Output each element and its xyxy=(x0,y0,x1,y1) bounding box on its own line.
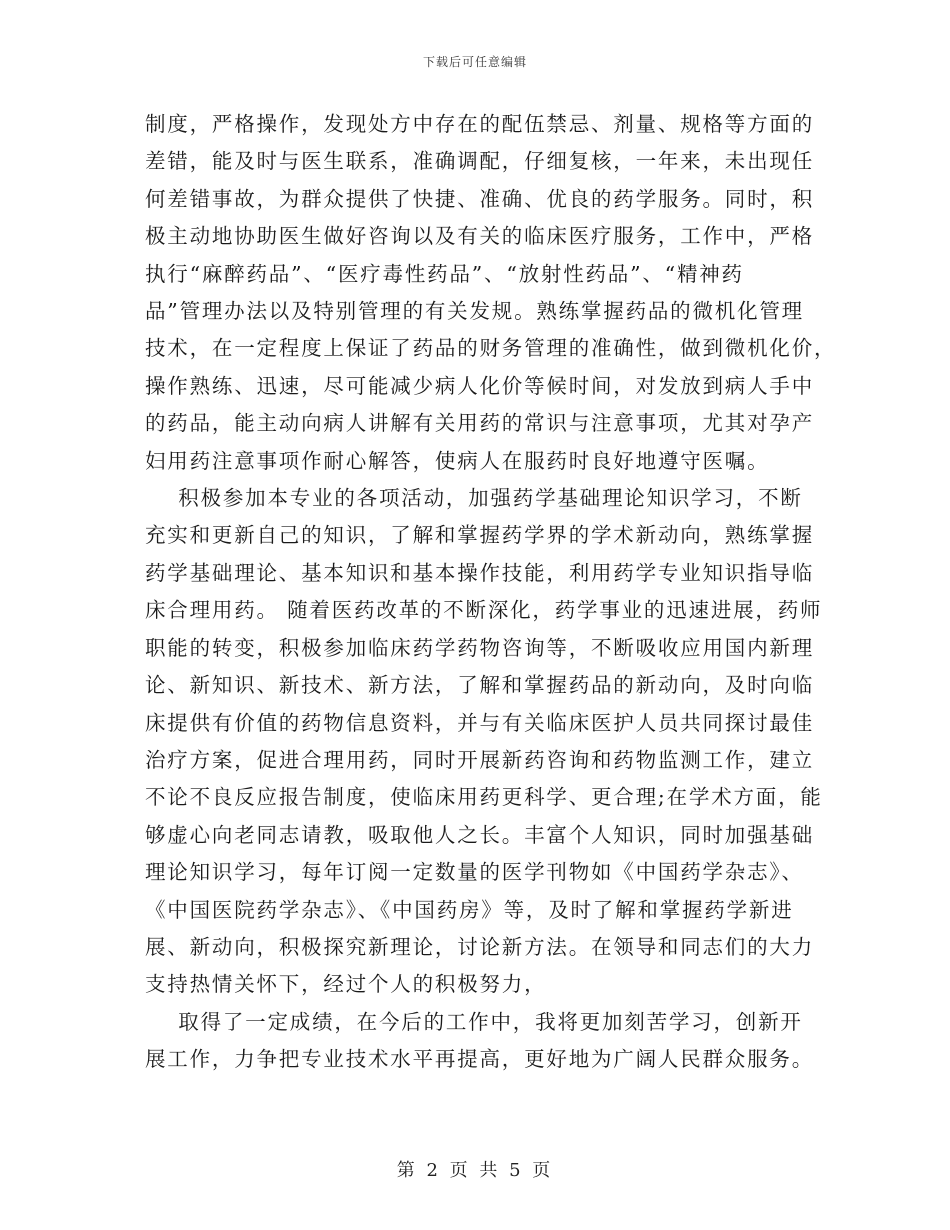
document-body xyxy=(145,106,837,1079)
text-line: 执行“麻醉药品”、“医疗毒性药品”、“放射性药品”、“精神药 xyxy=(145,261,744,286)
text-line: 治疗方案，促进合理用药，同时开展新药咨询和药物监测工作，建立 xyxy=(145,747,814,772)
text-line: 《中国医院药学杂志》、《中国药房》等，及时了解和掌握药学新进 xyxy=(145,897,794,922)
text-line: 极主动地协助医生做好咨询以及有关的临床医疗服务，工作中，严格 xyxy=(145,224,814,249)
text-line: 操作熟练、迅速，尽可能减少病人化价等候时间，对发放到病人手中 xyxy=(145,373,814,398)
text-line: 技术，在一定程度上保证了药品的财务管理的准确性，做到微机化价， xyxy=(145,336,837,361)
text-line: 展、新动向，积极探究新理论，讨论新方法。在领导和同志们的大力 xyxy=(145,934,814,959)
text-line: 不论不良反应报告制度，使临床用药更科学、更合理;在学术方面，能 xyxy=(145,785,823,810)
text-line: 取得了一定成绩，在今后的工作中，我将更加刻苦学习，创新开 xyxy=(145,1009,803,1034)
text-line: 差错，能及时与医生联系，准确调配，仔细复核，一年来，未出现任 xyxy=(145,149,814,174)
text-line: 妇用药注意事项作耐心解答，使病人在服药时良好地遵守医嘱。 xyxy=(145,448,770,473)
text-line: 支持热情关怀下，经过个人的积极努力， xyxy=(145,972,547,997)
text-line: 职能的转变，积极参加临床药学药物咨询等，不断吸收应用国内新理 xyxy=(145,635,814,660)
text-line: 制度，严格操作，发现处方中存在的配伍禁忌、剂量、规格等方面的 xyxy=(145,112,814,136)
text-line: 理论知识学习，每年订阅一定数量的医学刊物如《中国药学杂志》、 xyxy=(145,860,804,885)
text-line: 的药品，能主动向病人讲解有关用药的常识与注意事项，尤其对孕产 xyxy=(145,411,814,436)
text-line: 床提供有价值的药物信息资料，并与有关临床医护人员共同探讨最佳 xyxy=(145,710,814,735)
text-line: 够虚心向老同志请教，吸取他人之长。丰富个人知识，同时加强基础 xyxy=(145,822,814,847)
text-line: 充实和更新自己的知识，了解和掌握药学界的学术新动向，熟练掌握 xyxy=(145,523,814,548)
page-header: 下载后可任意编辑 xyxy=(422,55,527,69)
text-line: 论、新知识、新技术、新方法，了解和掌握药品的新动向，及时向临 xyxy=(145,673,814,698)
text-line: 药学基础理论、基本知识和基本操作技能，利用药学专业知识指导临 xyxy=(145,560,814,585)
text-line: 展工作，力争把专业技术水平再提高，更好地为广阔人民群众服务。 xyxy=(145,1047,814,1072)
page-number-footer: 第 2 页 共 5 页 xyxy=(396,1160,554,1181)
text-line: 床合理用药。 随着医药改革的不断深化，药学事业的迅速进展，药师 xyxy=(145,598,823,623)
text-line: 品”管理办法以及特别管理的有关发规。熟练掌握药品的微机化管理 xyxy=(145,299,804,324)
text-line: 积极参加本专业的各项活动，加强药学基础理论知识学习，不断 xyxy=(145,486,803,511)
text-line: 何差错事故，为群众提供了快捷、准确、优良的药学服务。同时，积 xyxy=(145,186,814,211)
